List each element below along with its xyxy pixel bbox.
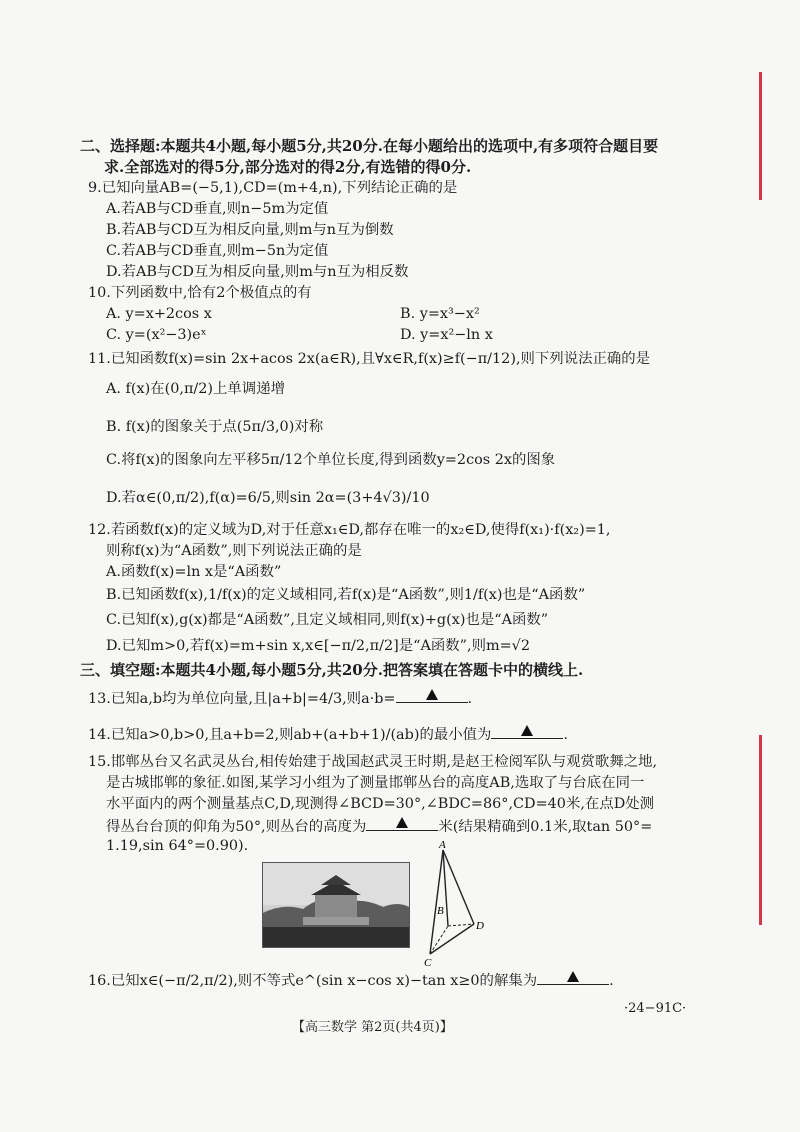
q11-option-b: B. f(x)的图象关于点(5π/3,0)对称 xyxy=(106,419,324,435)
edge-ac xyxy=(430,850,443,954)
q9-option-a: A.若AB与CD垂直,则n−5m为定值 xyxy=(106,201,329,217)
margin-red-line-bottom xyxy=(759,735,762,925)
q16-end: . xyxy=(609,973,614,989)
q11-option-c: C.将f(x)的图象向左平移5π/12个单位长度,得到函数y=2cos 2x的图象 xyxy=(106,452,556,468)
q15-line1: 15.邯郸丛台又名武灵丛台,相传始建于战国赵武灵王时期,是赵王检阅军队与观赏歌舞之地, xyxy=(88,754,658,770)
q15-line2: 是古城邯郸的象征.如图,某学习小组为了测量邯郸丛台的高度AB,选取了与台底在同一 xyxy=(106,775,645,791)
q10-stem: 10.下列函数中,恰有2个极值点的有 xyxy=(88,285,312,301)
q15-line3: 水平面内的两个测量基点C,D,现测得∠BCD=30°,∠BDC=86°,CD=40米,在点D处测 xyxy=(106,796,655,812)
paper-code: ·24−91C· xyxy=(624,1001,687,1016)
label-d: D xyxy=(476,920,484,932)
q15-line5: 1.19,sin 64°=0.90). xyxy=(106,838,249,854)
q12-option-c: C.已知f(x),g(x)都是“A函数”,且定义域相同,则f(x)+g(x)也是“A函数” xyxy=(106,612,549,628)
edge-cd xyxy=(430,924,474,954)
tower-geometry-figure xyxy=(410,838,500,968)
q16-answer-blank[interactable] xyxy=(537,970,609,985)
q10-option-a: A. y=x+2cos x xyxy=(106,306,212,322)
q9-option-b: B.若AB与CD互为相反向量,则m与n互为倒数 xyxy=(106,222,394,238)
q16-text: 16.已知x∈(−π/2,π/2),则不等式e^(sin x−cos x)−tan x≥0的解集为 xyxy=(88,973,538,989)
q15-line4-tail: 米(结果精确到0.1米,取tan 50°= xyxy=(438,819,653,835)
section2-heading-line1: 二、选择题:本题共4小题,每小题5分,共20分.在每小题给出的选项中,有多项符合题目要 xyxy=(80,137,659,155)
q9-option-c: C.若AB与CD垂直,则m−5n为定值 xyxy=(106,243,329,259)
q14-text: 14.已知a>0,b>0,且a+b=2,则ab+(a+b+1)/(ab)的最小值为 xyxy=(88,727,492,743)
page-footer: 【高三数学 第2页(共4页)】 xyxy=(292,1020,453,1035)
q13 xyxy=(88,688,472,708)
q12-stem-line1: 12.若函数f(x)的定义域为D,对于任意x₁∈D,都存在唯一的x₂∈D,使得f(x₁)·f(x₂)=1, xyxy=(88,522,611,538)
q9-stem: 9.已知向量AB=(−5,1),CD=(m+4,n),下列结论正确的是 xyxy=(88,180,458,196)
label-c: C xyxy=(424,957,432,968)
triangle-icon xyxy=(567,971,579,982)
q10-option-d: D. y=x²−ln x xyxy=(400,327,493,343)
q14 xyxy=(88,724,568,744)
label-a: A xyxy=(439,839,446,851)
congtai-photo-drawing xyxy=(263,863,409,947)
label-b: B xyxy=(437,905,444,917)
q11-stem: 11.已知函数f(x)=sin 2x+acos 2x(a∈R),且∀x∈R,f(x)≥f(−π/12),则下列说法正确的是 xyxy=(88,351,651,367)
triangle-icon xyxy=(396,817,408,828)
q10-option-b: B. y=x³−x² xyxy=(400,306,480,322)
q12-option-d: D.已知m>0,若f(x)=m+sin x,x∈[−π/2,π/2]是“A函数”,则m=√2 xyxy=(106,638,530,654)
q14-end: . xyxy=(563,727,568,743)
q13-end: . xyxy=(467,691,473,707)
q13-answer-blank[interactable] xyxy=(396,688,468,703)
margin-red-line-top xyxy=(759,72,762,200)
q12-option-a: A.函数f(x)=ln x是“A函数” xyxy=(106,564,282,580)
q9-option-d: D.若AB与CD互为相反向量,则m与n互为相反数 xyxy=(106,264,409,280)
q11-option-a: A. f(x)在(0,π/2)上单调递增 xyxy=(106,381,285,397)
edge-bd xyxy=(448,924,474,926)
q12-stem-line2: 则称f(x)为“A函数”,则下列说法正确的是 xyxy=(106,543,362,559)
q14-answer-blank[interactable] xyxy=(491,724,563,739)
congtai-photo xyxy=(262,862,410,948)
section3-heading: 三、填空题:本题共4小题,每小题5分,共20分.把答案填在答题卡中的横线上. xyxy=(80,661,584,679)
q15-line4 xyxy=(106,816,652,836)
triangle-icon xyxy=(521,725,533,736)
q16 xyxy=(88,970,614,990)
triangle-icon xyxy=(426,689,438,700)
section2-heading-line2: 求.全部选对的得5分,部分选对的得2分,有选错的得0分. xyxy=(104,158,472,176)
q15-answer-blank[interactable] xyxy=(366,816,438,831)
q12-option-b: B.已知函数f(x),1/f(x)的定义域相同,若f(x)是“A函数”,则1/f(x)也是“A函数” xyxy=(106,587,586,603)
q10-option-c: C. y=(x²−3)eˣ xyxy=(106,327,207,343)
q13-text: 13.已知a,b均为单位向量,且|a+b|=4/3,则a·b= xyxy=(88,691,396,707)
q11-option-d: D.若α∈(0,π/2),f(α)=6/5,则sin 2α=(3+4√3)/10 xyxy=(106,490,430,506)
q15-line4-text: 得丛台台顶的仰角为50°,则丛台的高度为 xyxy=(106,819,367,835)
